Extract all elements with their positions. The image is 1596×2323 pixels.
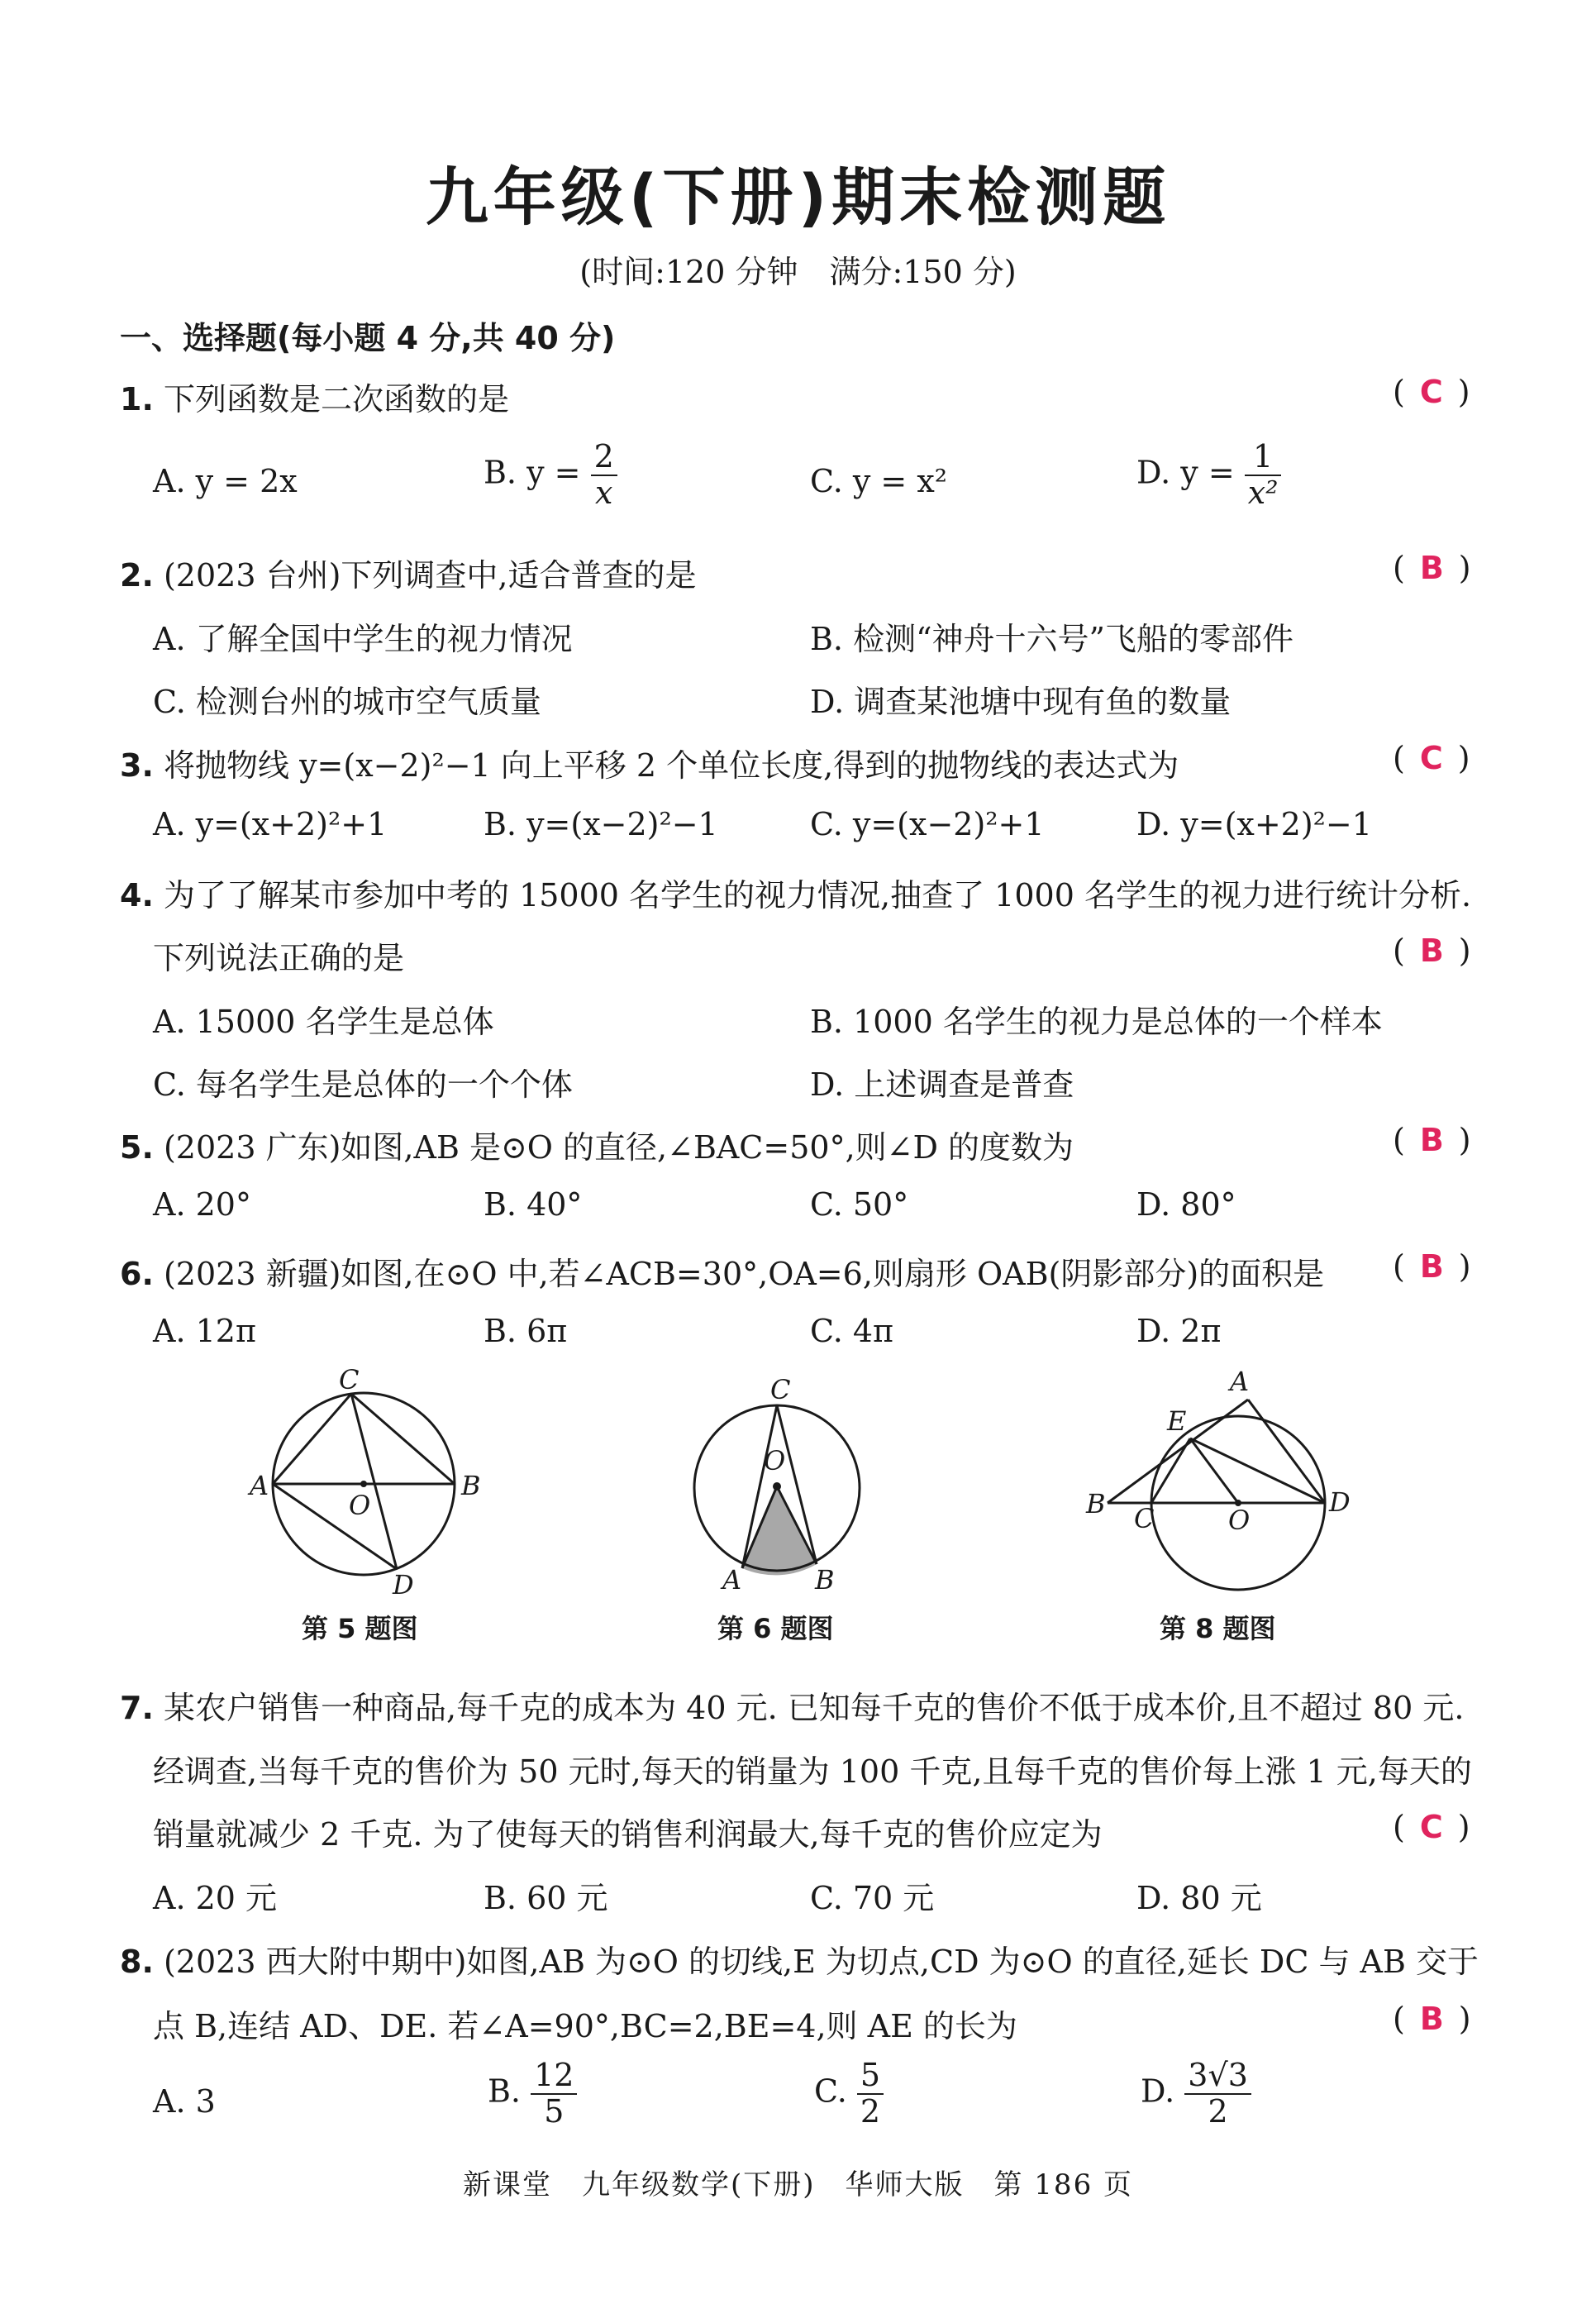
- answer-2: ( B ): [1393, 550, 1471, 586]
- q8-option-a: A. 3: [153, 2083, 216, 2120]
- answer-5: ( B ): [1393, 1122, 1471, 1158]
- q7-option-c: C. 70 元: [810, 1880, 935, 1916]
- q4-option-a: A. 15000 名学生是总体: [153, 1004, 494, 1040]
- q2-option-a: A. 了解全国中学生的视力情况: [153, 621, 573, 657]
- figure-8-diagram: [1074, 1364, 1355, 1596]
- q7-option-b: B. 60 元: [484, 1880, 608, 1916]
- answer-4: ( B ): [1393, 933, 1471, 969]
- question-7-line-3: 销量就减少 2 千克. 为了使每天的销售利润最大,每千克的售价应定为: [153, 1816, 1103, 1853]
- question-8-line-2: 点 B,连结 AD、DE. 若∠A=90°,BC=2,BE=4,则 AE 的长为: [153, 2008, 1017, 2044]
- q2-option-b: B. 检测“神舟十六号”飞船的零部件: [810, 621, 1293, 657]
- fig8-label-b: B: [1086, 1488, 1106, 1519]
- question-1: 1. 下列函数是二次函数的是: [120, 381, 509, 417]
- question-6: 6. (2023 新疆)如图,在⊙O 中,若∠ACB=30°,OA=6,则扇形 OAB(阴影部分)的面积是: [120, 1256, 1325, 1292]
- figure-5-diagram: [240, 1364, 488, 1596]
- q5-option-a: A. 20°: [153, 1186, 251, 1223]
- q4-option-b: B. 1000 名学生的视力是总体的一个样本: [810, 1004, 1383, 1040]
- fig6-label-a: A: [722, 1564, 742, 1596]
- question-4: 4. 为了了解某市参加中考的 15000 名学生的视力情况,抽查了 1000 名学生的视力进行统计分析.: [120, 877, 1472, 913]
- fig5-label-b: B: [461, 1470, 481, 1501]
- fig8-label-a: A: [1230, 1366, 1250, 1397]
- q3-option-d: D. y=(x+2)²−1: [1136, 806, 1372, 842]
- figure-8-caption: 第 8 题图: [1160, 1613, 1276, 1644]
- fig5-label-d: D: [393, 1569, 414, 1596]
- question-4-line-2: 下列说法正确的是: [153, 940, 405, 976]
- q3-option-b: B. y=(x−2)²−1: [484, 806, 718, 842]
- q3-option-a: A. y=(x+2)²+1: [153, 806, 388, 842]
- q2-option-c: C. 检测台州的城市空气质量: [153, 684, 541, 720]
- page-footer: 新课堂 九年级数学(下册) 华师大版 第 186 页: [462, 2168, 1134, 2201]
- question-3: 3. 将抛物线 y=(x−2)²−1 向上平移 2 个单位长度,得到的抛物线的表达式为: [120, 747, 1179, 784]
- question-2: 2. (2023 台州)下列调查中,适合普查的是: [120, 557, 697, 594]
- q1-option-b: B. y = $\frac{2}{x}$: [484, 440, 617, 511]
- fig8-label-c: C: [1134, 1503, 1155, 1534]
- q6-option-b: B. 6π: [484, 1313, 568, 1349]
- answer-7: ( C ): [1393, 1809, 1470, 1845]
- fig5-label-c: C: [339, 1364, 360, 1395]
- q7-option-d: D. 80 元: [1136, 1880, 1262, 1916]
- answer-6: ( B ): [1393, 1248, 1471, 1285]
- page-title: 九年级(下册)期末检测题: [425, 160, 1171, 234]
- answer-3: ( C ): [1393, 740, 1470, 776]
- figure-6-caption: 第 6 题图: [717, 1613, 834, 1644]
- q8-option-d: D. $\frac{3√3}{2}$: [1141, 2058, 1251, 2130]
- question-7: 7. 某农户销售一种商品,每千克的成本为 40 元. 已知每千克的售价不低于成本价,且不超过 80 元.: [120, 1690, 1465, 1726]
- question-8: 8. (2023 西大附中期中)如图,AB 为⊙O 的切线,E 为切点,CD 为⊙O 的直径,延长 DC 与 AB 交于: [120, 1944, 1479, 1980]
- fig6-label-o: O: [764, 1445, 786, 1476]
- q3-option-c: C. y=(x−2)²+1: [810, 806, 1045, 842]
- exam-time-info: (时间:120 分钟 满分:150 分): [579, 254, 1017, 290]
- q6-option-c: C. 4π: [810, 1313, 894, 1349]
- q1-option-c: C. y = x²: [810, 463, 948, 499]
- q6-option-d: D. 2π: [1136, 1313, 1222, 1349]
- question-5: 5. (2023 广东)如图,AB 是⊙O 的直径,∠BAC=50°,则∠D 的度数为: [120, 1129, 1074, 1166]
- figure-5-caption: 第 5 题图: [302, 1613, 418, 1644]
- fig8-label-e: E: [1167, 1405, 1187, 1437]
- q7-option-a: A. 20 元: [153, 1880, 278, 1916]
- answer-8: ( B ): [1393, 2001, 1471, 2037]
- q8-option-c: C. $\frac{5}{2}$: [814, 2058, 884, 2130]
- answer-1: ( C ): [1393, 374, 1470, 410]
- q5-option-c: C. 50°: [810, 1186, 909, 1223]
- figure-6-diagram: [678, 1372, 876, 1596]
- q4-option-d: D. 上述调查是普查: [810, 1066, 1074, 1103]
- q4-option-c: C. 每名学生是总体的一个个体: [153, 1066, 573, 1103]
- q1-option-a: A. y = 2x: [153, 463, 298, 499]
- section-heading: 一、选择题(每小题 4 分,共 40 分): [120, 320, 616, 356]
- fig5-label-o: O: [349, 1490, 371, 1521]
- question-7-line-2: 经调查,当每千克的售价为 50 元时,每天的销量为 100 千克,且每千克的售价每上涨 1 元,每天的: [153, 1753, 1472, 1790]
- q8-option-b: B. $\frac{12}{5}$: [488, 2058, 577, 2130]
- fig5-label-a: A: [250, 1470, 269, 1501]
- q1-option-d: D. y = $\frac{1}{\text{x²}}$: [1136, 440, 1281, 511]
- q6-option-a: A. 12π: [153, 1313, 256, 1349]
- fig6-label-c: C: [770, 1374, 791, 1405]
- fig6-label-b: B: [815, 1564, 835, 1596]
- q2-option-d: D. 调查某池塘中现有鱼的数量: [810, 684, 1232, 720]
- fig8-label-d: D: [1329, 1486, 1351, 1518]
- fig8-label-o: O: [1228, 1505, 1251, 1536]
- q5-option-b: B. 40°: [484, 1186, 583, 1223]
- q5-option-d: D. 80°: [1136, 1186, 1236, 1223]
